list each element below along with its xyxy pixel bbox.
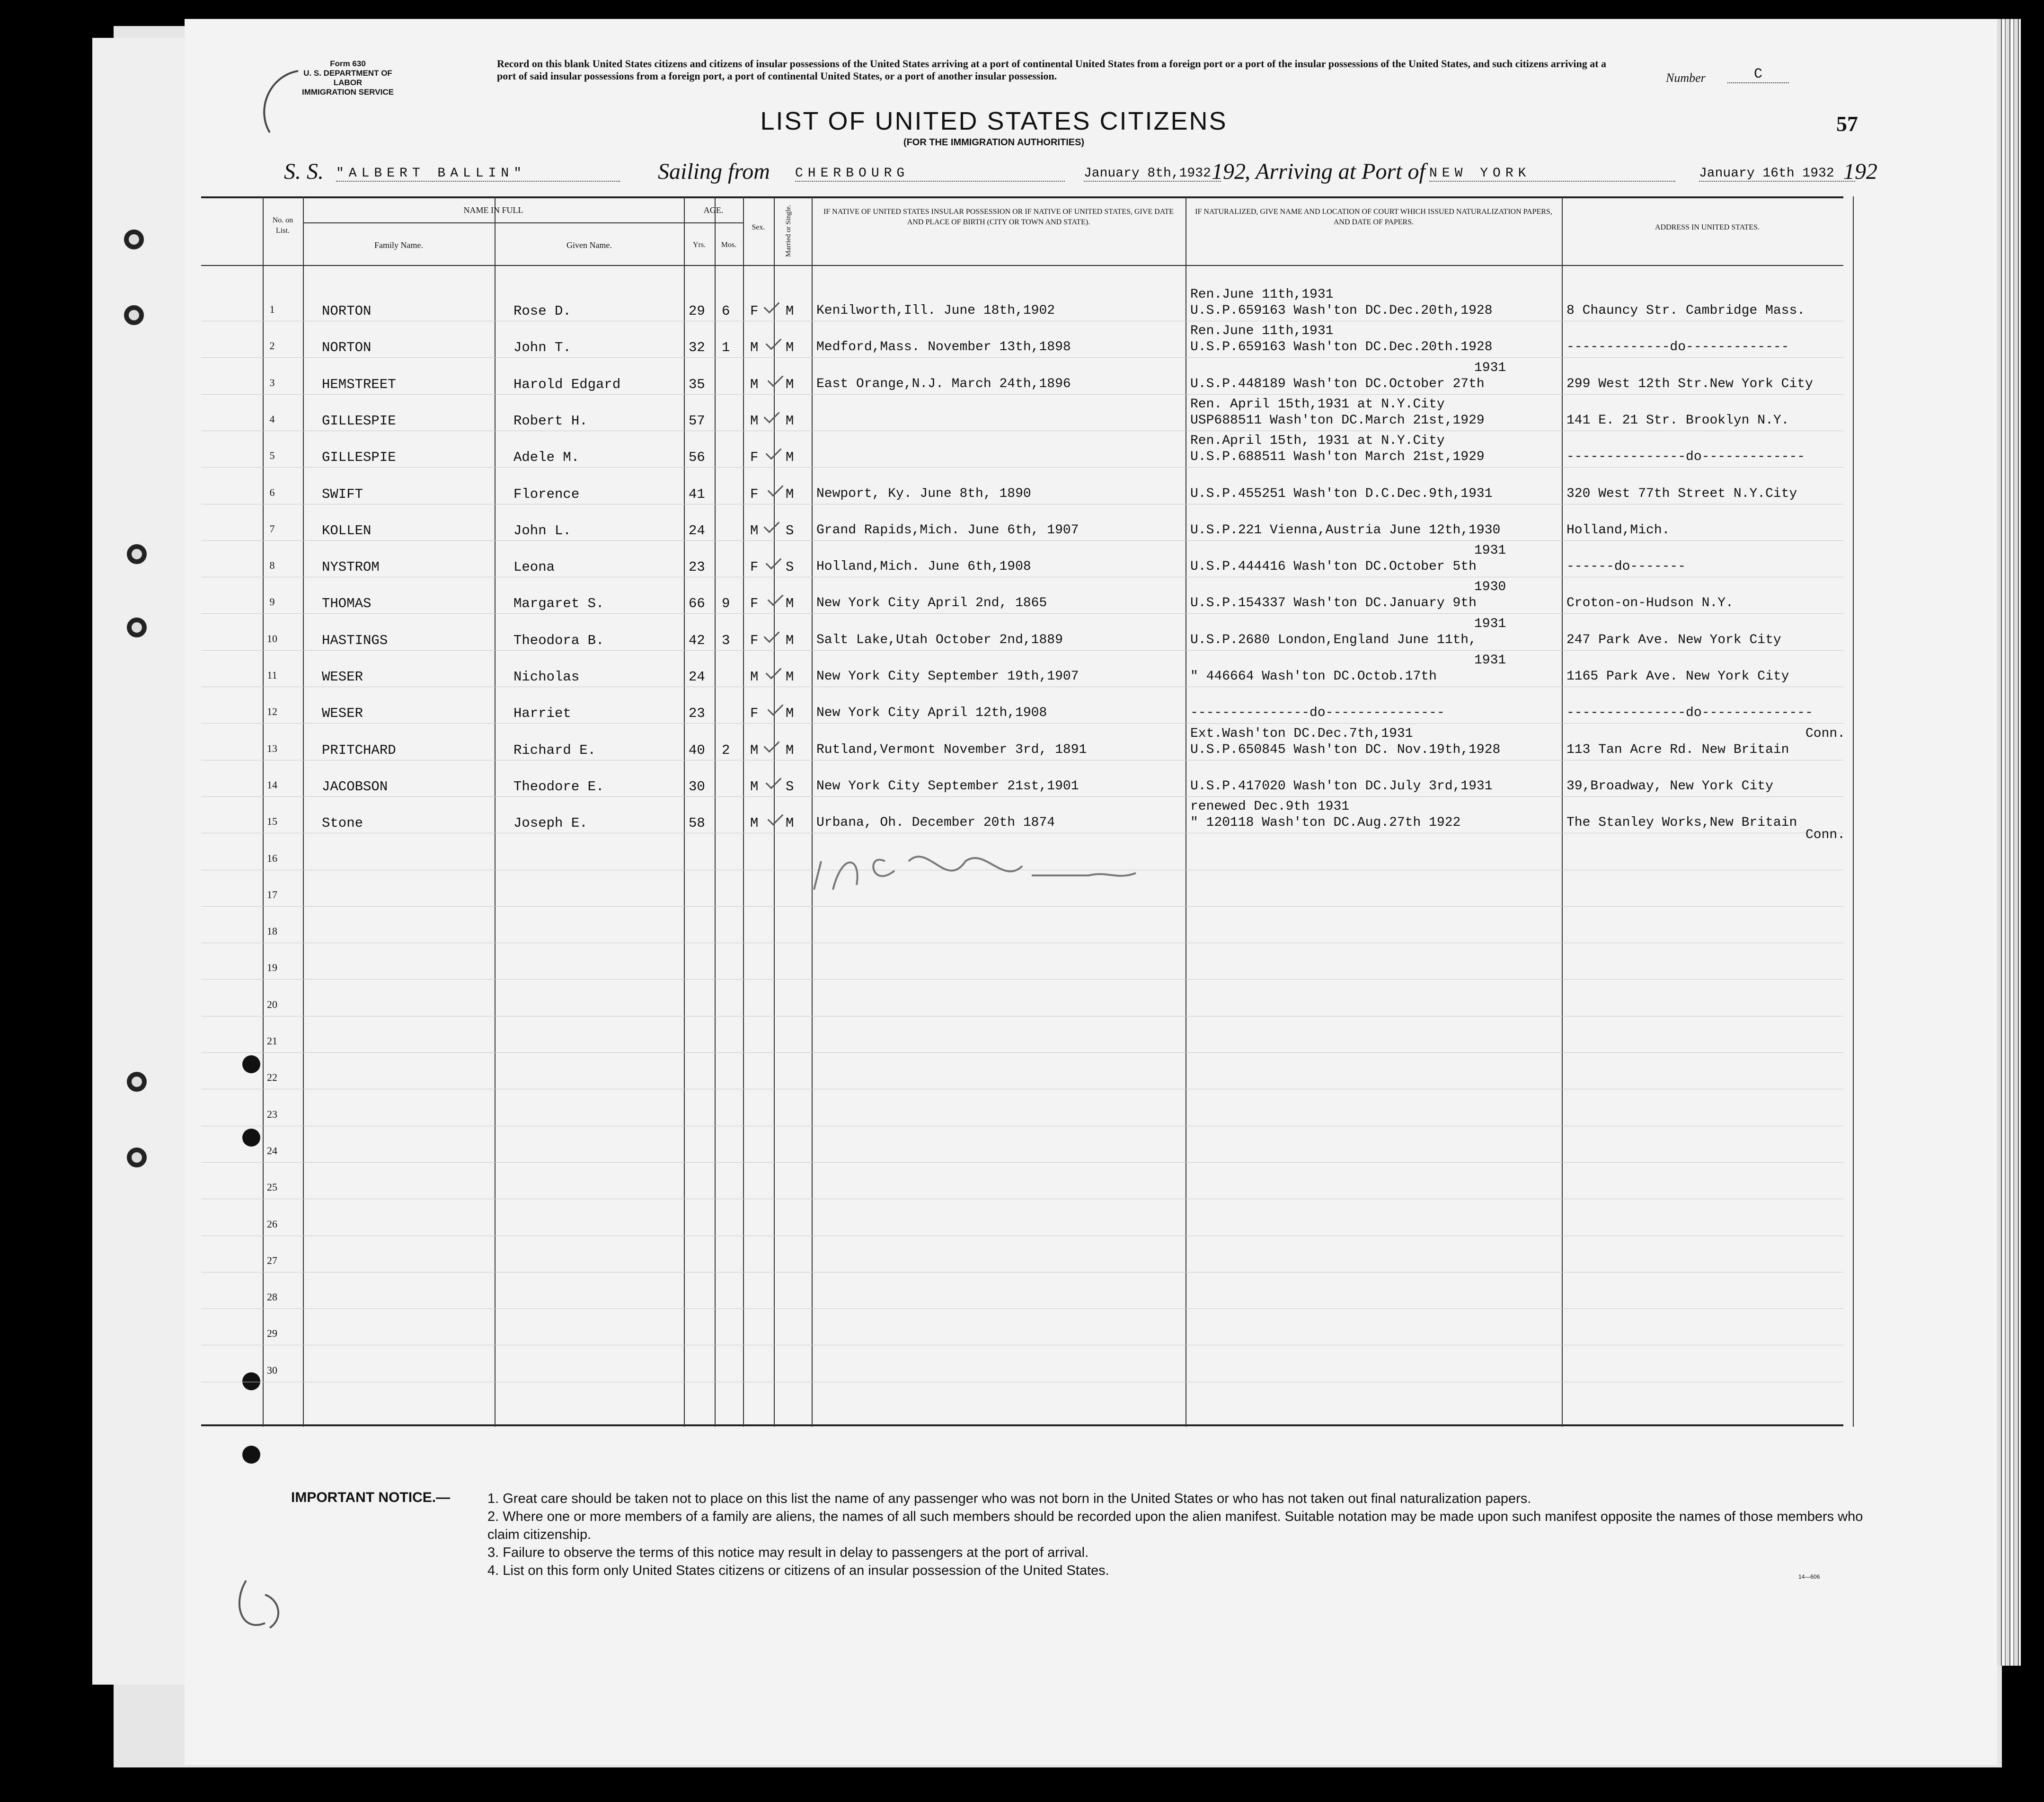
cell-nat2: U.S.P.417020 Wash'ton DC.July 3rd,1931: [1190, 778, 1493, 794]
cell-addr: Holland,Mich.: [1566, 522, 1670, 538]
page-title: LIST OF UNITED STATES CITIZENS: [760, 107, 1228, 135]
cell-family: NORTON: [322, 340, 372, 356]
header-married-single: Married or Single.: [785, 204, 792, 257]
cell-ms: M: [786, 815, 794, 831]
checkmark-icon: [766, 663, 782, 680]
sailing-date: January 8th,1932: [1084, 166, 1221, 182]
arriving-port: NEW YORK: [1429, 166, 1675, 182]
cell-yrs: 29: [689, 303, 705, 319]
row-number: 7: [269, 522, 275, 535]
cell-sex: F: [750, 303, 759, 319]
cell-birth: Rutland,Vermont November 3rd, 1891: [816, 742, 1087, 757]
row-number: 21: [267, 1035, 277, 1047]
cell-given: Theodora B.: [513, 632, 604, 648]
cell-sex: F: [750, 596, 759, 612]
cell-given: Margaret S.: [513, 596, 604, 612]
cell-birth: New York City September 19th,1907: [816, 669, 1079, 684]
header-sub-rule: [684, 222, 743, 223]
cell-family: Stone: [322, 815, 363, 831]
row-number: 6: [269, 486, 275, 498]
cell-family: WESER: [322, 669, 363, 685]
checkmark-icon: [766, 554, 782, 570]
cell-addr: 39,Broadway, New York City: [1566, 778, 1773, 794]
cell-birth: Kenilworth,Ill. June 18th,1902: [816, 303, 1055, 318]
checkmark-icon: [764, 627, 780, 643]
cell-addr: 8 Chauncy Str. Cambridge Mass.: [1566, 303, 1805, 318]
notice-code: 14—606: [1798, 1573, 1820, 1580]
cell-sex: F: [750, 559, 759, 575]
row-number: 29: [267, 1327, 277, 1340]
cell-ms: S: [786, 559, 794, 575]
header-naturalized: IF NATURALIZED, GIVE NAME AND LOCATION OF COURT WHICH ISSUED NATURALIZATION PAPERS, AND DATE OF PAPERS.: [1195, 208, 1552, 226]
year-print-2: 192: [1843, 159, 1877, 184]
service: IMMIGRATION SERVICE: [302, 88, 394, 97]
page-subtitle: (FOR THE IMMIGRATION AUTHORITIES): [903, 137, 1085, 148]
row-number: 1: [269, 303, 275, 315]
cell-given: Rose D.: [513, 303, 571, 319]
checkmark-icon: [766, 773, 782, 789]
cell-addr: ---------------do-------------: [1566, 450, 1805, 465]
cell-family: GILLESPIE: [322, 450, 396, 466]
checkmark-icon: [764, 736, 780, 752]
cell-nat2: USP688511 Wash'ton DC.March 21st,1929: [1190, 413, 1485, 428]
notice-item: 2. Where one or more members of a family are aliens, the names of all such members should be recorded upon the alien manifest. Suitable notation may be made upon such manifest opposite the names of those members who claim citizenship.: [487, 1509, 1863, 1542]
header-family-name: Family Name.: [374, 240, 423, 250]
cell-addr: 299 West 12th Str.New York City: [1566, 376, 1813, 391]
cell-sex: M: [750, 413, 759, 429]
handwritten-check-icon: [251, 66, 308, 137]
table-bottom-rule: [201, 1424, 1843, 1426]
column-rule: [495, 196, 496, 1427]
cell-birth: Grand Rapids,Mich. June 6th, 1907: [816, 522, 1079, 538]
cell-yrs: 40: [689, 742, 705, 758]
header-sex: Sex.: [752, 223, 765, 231]
cell-sex: M: [750, 522, 759, 539]
row-divider: [201, 394, 1843, 395]
header-mos: Mos.: [721, 241, 737, 249]
header-given-name: Given Name.: [566, 240, 612, 250]
cell-ms: M: [786, 706, 794, 722]
cell-nat1: Ren. April 15th,1931 at N.Y.City: [1190, 397, 1445, 412]
row-divider: [201, 540, 1843, 541]
arriving-date: January 16th 1932: [1699, 166, 1855, 182]
row-divider: [201, 613, 1843, 614]
cell-birth: New York City September 21st,1901: [816, 778, 1079, 794]
cell-given: Richard E.: [513, 742, 596, 758]
form-number: Form 630: [330, 59, 366, 68]
header-name-in-full: NAME IN FULL: [463, 205, 523, 215]
column-rule: [684, 196, 685, 1427]
cell-nat1: renewed Dec.9th 1931: [1190, 799, 1350, 814]
checkmark-icon: [768, 590, 784, 606]
cell-ms: S: [786, 778, 794, 795]
cell-yrs: 66: [689, 596, 705, 612]
sailing-label: Sailing from: [658, 159, 770, 184]
row-number: 16: [267, 852, 277, 864]
row-number: 25: [267, 1181, 277, 1193]
cell-addr: The Stanley Works,New Britain: [1566, 815, 1797, 830]
binder-hole-icon: [127, 544, 147, 564]
header-bottom-rule: [201, 265, 1843, 266]
checkmark-icon: [768, 371, 784, 387]
row-number: 15: [267, 815, 277, 828]
row-number: 26: [267, 1218, 277, 1230]
column-rule: [303, 196, 304, 1427]
cell-yrs: 30: [689, 778, 705, 795]
cell-nat1: 1931: [1474, 543, 1506, 558]
row-number: 4: [269, 413, 275, 425]
binder-hole-icon: [127, 618, 147, 637]
cell-nat2: U.S.P.659163 Wash'ton DC.Dec.20th.1928: [1190, 340, 1493, 355]
row-divider: [201, 467, 1843, 468]
row-divider: [201, 650, 1843, 651]
notice-label: IMPORTANT NOTICE.—: [291, 1490, 451, 1505]
left-binding-strip: [92, 38, 187, 1685]
cell-sex: F: [750, 450, 759, 466]
row-number: 14: [267, 778, 277, 791]
cell-given: Leona: [513, 559, 555, 575]
row-number: 11: [267, 669, 277, 681]
cell-given: Theodore E.: [513, 778, 604, 795]
cell-ms: M: [786, 669, 794, 685]
header-no: No. on List.: [272, 216, 293, 235]
cell-addr: 320 West 77th Street N.Y.City: [1566, 486, 1797, 501]
cell-ms: M: [786, 376, 794, 392]
column-rule: [1853, 196, 1854, 1427]
cell-addr: 141 E. 21 Str. Brooklyn N.Y.: [1566, 413, 1789, 428]
cell-yrs: 24: [689, 669, 705, 685]
cell-ms: M: [786, 303, 794, 319]
cell-birth: Urbana, Oh. December 20th 1874: [816, 815, 1055, 830]
cell-nat1: 1931: [1474, 653, 1506, 668]
cell-nat2: U.S.P.650845 Wash'ton DC. Nov.19th,1928: [1190, 742, 1501, 757]
cell-family: GILLESPIE: [322, 413, 396, 429]
department: U. S. DEPARTMENT OF LABOR: [303, 69, 392, 87]
cell-addr: 113 Tan Acre Rd. New Britain: [1566, 742, 1789, 757]
cell-birth: New York City April 2nd, 1865: [816, 596, 1047, 611]
row-number: 9: [269, 596, 275, 608]
ship-name: "ALBERT BALLIN": [336, 166, 620, 182]
cell-nat2: U.S.P.659163 Wash'ton DC.Dec.20th,1928: [1190, 303, 1493, 318]
row-divider: [201, 1308, 1843, 1309]
cell-birth: East Orange,N.J. March 24th,1896: [816, 376, 1071, 391]
column-rule: [715, 196, 716, 1427]
row-number: 8: [269, 559, 275, 572]
important-notice: [487, 1490, 1869, 1580]
header-birth: IF NATIVE OF UNITED STATES INSULAR POSSESSION OR IF NATIVE OF UNITED STATES, GIVE DATE AND PLACE OF BIRTH (CITY OR TOWN AND STATE).: [823, 208, 1174, 226]
binder-hole-icon: [127, 1148, 147, 1167]
binder-hole-icon: [127, 1072, 147, 1092]
cell-yrs: 23: [689, 706, 705, 722]
cell-nat1: Ren.June 11th,1931: [1190, 287, 1334, 302]
cell-nat2: " 120118 Wash'ton DC.Aug.27th 1922: [1190, 815, 1461, 830]
cell-yrs: 35: [689, 376, 705, 392]
cell-sex: F: [750, 486, 759, 502]
cell-addr: -------------do-------------: [1566, 340, 1789, 355]
checkmark-icon: [764, 407, 780, 423]
cell-ms: M: [786, 742, 794, 758]
cell-ms: M: [786, 340, 794, 356]
column-rule: [743, 196, 744, 1427]
cell-family: PRITCHARD: [322, 742, 396, 758]
cell-yrs: 58: [689, 815, 705, 831]
row-divider: [201, 1052, 1843, 1053]
cell-yrs: 23: [689, 559, 705, 575]
column-rule: [812, 196, 813, 1427]
checkmark-icon: [768, 700, 784, 716]
cell-nat1: 1930: [1474, 580, 1506, 595]
row-number: 20: [267, 998, 277, 1010]
checkmark-icon: [764, 517, 780, 533]
voyage-line: [284, 159, 1879, 187]
handwritten-signature-icon: [805, 833, 1145, 904]
cell-family: HEMSTREET: [322, 376, 396, 392]
cell-yrs: 56: [689, 450, 705, 466]
passenger-table: [201, 196, 1846, 1427]
cell-nat2: U.S.P.688511 Wash'ton March 21st,1929: [1190, 450, 1485, 465]
cell-nat2: U.S.P.448189 Wash'ton DC.October 27th: [1190, 376, 1485, 391]
notice-item: 1. Great care should be taken not to place on this list the name of any passenger who was not born in the United States or who has not taken out final naturalization papers.: [487, 1491, 1531, 1506]
header-age: AGE.: [703, 205, 724, 215]
binder-hole-icon: [124, 230, 144, 249]
sailing-from: CHERBOURG: [795, 166, 1065, 182]
cell-nat1: Ren.June 11th,1931: [1190, 324, 1334, 339]
cell-sex: M: [750, 742, 759, 758]
cell-ms: M: [786, 413, 794, 429]
cell-given: Harold Edgard: [513, 376, 621, 392]
row-number: 28: [267, 1291, 277, 1303]
arriving-label: , Arriving at Port of: [1245, 159, 1425, 184]
cell-birth: Salt Lake,Utah October 2nd,1889: [816, 632, 1063, 647]
cell-mos: 2: [722, 742, 730, 758]
cell-yrs: 57: [689, 413, 705, 429]
year-print-1: 192: [1212, 159, 1246, 184]
cell-sex: M: [750, 340, 759, 356]
row-number: 19: [267, 962, 277, 974]
ss-label: S. S.: [284, 159, 324, 184]
cell-given: Joseph E.: [513, 815, 588, 831]
cell-given: Harriet: [513, 706, 571, 722]
cell-given: John T.: [513, 340, 571, 356]
row-number: 17: [267, 888, 277, 901]
row-divider: [201, 357, 1843, 358]
row-number: 18: [267, 925, 277, 937]
record-notice: Record on this blank United States citizens and citizens of insular possessions of the United States arriving at a port of continental United States from a foreign port or a port of the insular possessions of the United States, and such citizens arriving at a port of said insular possessions from a foreign port, a port of continental United States, or a port of another insular possession.: [497, 58, 1607, 82]
cell-family: JACOBSON: [322, 778, 388, 795]
cell-nat2: " 446664 Wash'ton DC.Octob.17th: [1190, 669, 1437, 684]
number-value: C: [1727, 66, 1789, 83]
cell-sex: M: [750, 815, 759, 831]
cell-nat2: U.S.P.455251 Wash'ton D.C.Dec.9th,1931: [1190, 486, 1493, 501]
cell-yrs: 32: [689, 340, 705, 356]
cell-yrs: 42: [689, 632, 705, 648]
cell-birth: Newport, Ky. June 8th, 1890: [816, 486, 1031, 501]
cell-ms: S: [786, 522, 794, 539]
cell-family: NORTON: [322, 303, 372, 319]
cell-addr: ------do-------: [1566, 559, 1686, 574]
checkmark-icon: [768, 810, 784, 826]
cell-given: Nicholas: [513, 669, 580, 685]
cell-family: THOMAS: [322, 596, 372, 612]
cell-family: HASTINGS: [322, 632, 388, 648]
cell-nat2: U.S.P.444416 Wash'ton DC.October 5th: [1190, 559, 1477, 574]
form-identification: [296, 59, 400, 97]
notice-item: 4. List on this form only United States citizens or citizens of an insular possession of the United States.: [487, 1563, 1109, 1578]
cell-sex: M: [750, 376, 759, 392]
cell-nat1: 1931: [1474, 360, 1506, 375]
cell-birth: Holland,Mich. June 6th,1908: [816, 559, 1031, 574]
cell-addr: 1165 Park Ave. New York City: [1566, 669, 1789, 684]
cell-ms: M: [786, 596, 794, 612]
row-number: 3: [269, 376, 275, 389]
cell-ms: M: [786, 486, 794, 502]
row-divider: [201, 796, 1843, 797]
cell-given: Adele M.: [513, 450, 580, 466]
cell-ms: M: [786, 450, 794, 466]
binder-hole-icon: [124, 305, 144, 325]
cell-given: Florence: [513, 486, 580, 502]
cell-family: KOLLEN: [322, 522, 372, 539]
row-divider: [201, 1162, 1843, 1163]
cell-nat1: Ext.Wash'ton DC.Dec.7th,1931: [1190, 726, 1413, 741]
cell-addr: ---------------do--------------: [1566, 706, 1813, 721]
row-divider: [201, 723, 1843, 724]
cell-nat2: ---------------do---------------: [1190, 706, 1445, 721]
cell-sex: M: [750, 778, 759, 795]
cell-nat2: U.S.P.154337 Wash'ton DC.January 9th: [1190, 596, 1477, 611]
cell-mos: 6: [722, 303, 730, 319]
cell-sex: M: [750, 669, 759, 685]
header-sub-rule: [303, 222, 684, 223]
cell-family: SWIFT: [322, 486, 363, 502]
table-top-rule: [201, 196, 1843, 198]
cell-yrs: 24: [689, 522, 705, 539]
checkmark-icon: [768, 480, 784, 496]
cell-given: John L.: [513, 522, 571, 539]
page-number: 57: [1836, 112, 1858, 136]
row-number: 5: [269, 450, 275, 462]
row-number: 24: [267, 1144, 277, 1157]
column-rule: [1562, 196, 1563, 1427]
number-label: Number: [1666, 71, 1706, 85]
cell-nat2: U.S.P.221 Vienna,Austria June 12th,1930: [1190, 522, 1501, 538]
cell-birth: New York City April 12th,1908: [816, 706, 1047, 721]
row-number: 13: [267, 742, 277, 754]
row-number: 23: [267, 1108, 277, 1120]
cell-mos: 1: [722, 340, 730, 356]
cell-addr: Croton-on-Hudson N.Y.: [1566, 596, 1734, 611]
cell-family: NYSTROM: [322, 559, 380, 575]
row-number: 22: [267, 1071, 277, 1084]
cell-given: Robert H.: [513, 413, 588, 429]
cell-nat1: 1931: [1474, 616, 1506, 631]
row-number: 30: [267, 1364, 277, 1376]
cell-sex: F: [750, 706, 759, 722]
cell-family: WESER: [322, 706, 363, 722]
cell-addr: 247 Park Ave. New York City: [1566, 632, 1781, 647]
row-number: 27: [267, 1254, 277, 1266]
cell-nat2: U.S.P.2680 London,England June 11th,: [1190, 632, 1477, 647]
cell-mos: 9: [722, 596, 730, 612]
row-number: 10: [267, 632, 277, 645]
cell-addr2: Conn.: [1805, 726, 1846, 741]
punch-hole-icon: [242, 1446, 260, 1464]
cell-nat1: Ren.April 15th, 1931 at N.Y.City: [1190, 433, 1445, 449]
cell-ms: M: [786, 632, 794, 648]
notice-item: 3. Failure to observe the terms of this notice may result in delay to passengers at the port of arrival.: [487, 1545, 1089, 1560]
cell-birth: Medford,Mass. November 13th,1898: [816, 340, 1071, 355]
row-number: 2: [269, 340, 275, 352]
header-address: ADDRESS IN UNITED STATES.: [1655, 223, 1760, 231]
handwritten-mark-icon: [227, 1566, 322, 1642]
checkmark-icon: [764, 298, 780, 314]
cell-mos: 3: [722, 632, 730, 648]
row-divider: [201, 979, 1843, 980]
cell-yrs: 41: [689, 486, 705, 502]
row-number: 12: [267, 706, 277, 718]
header-yrs: Yrs.: [692, 241, 706, 249]
cell-sex: F: [750, 632, 759, 648]
row-divider: [201, 906, 1843, 907]
cell-addr2: Conn.: [1805, 828, 1846, 843]
